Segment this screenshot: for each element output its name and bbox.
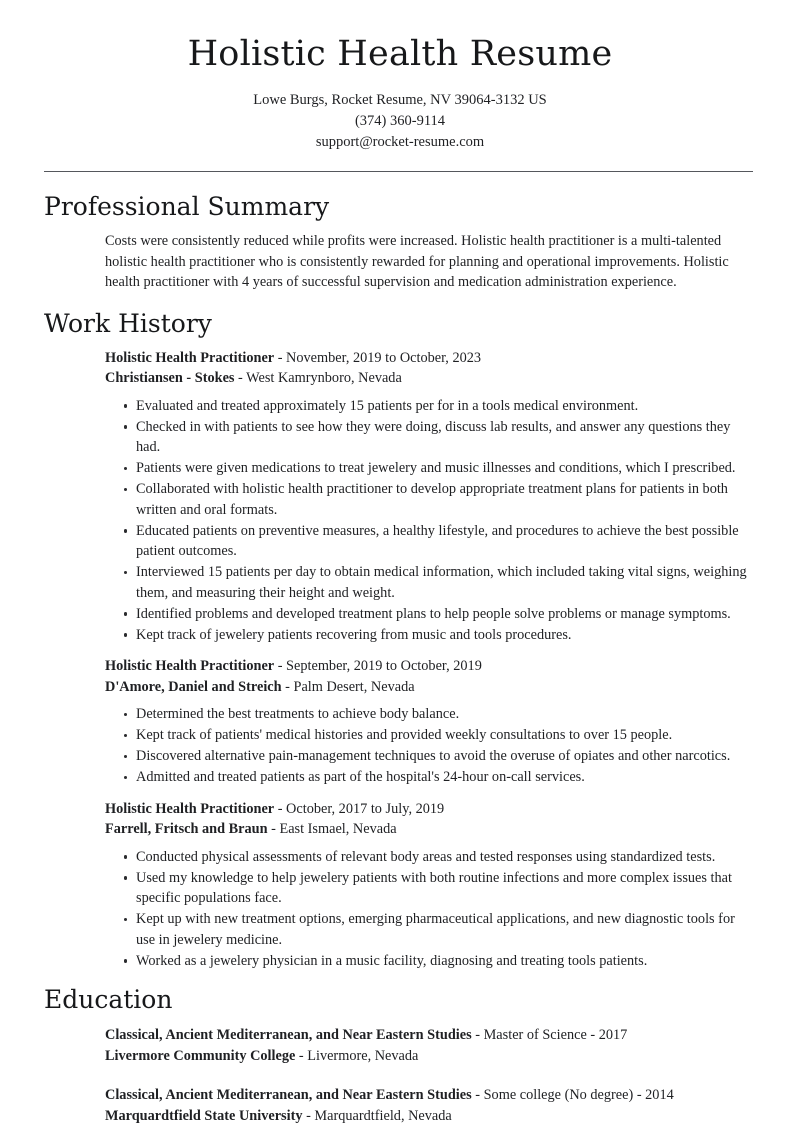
page-title: Holistic Health Resume bbox=[187, 34, 613, 74]
job-bullet: Identified problems and developed treatment plans to help people solve problems or manage symptoms. bbox=[124, 604, 750, 625]
education-program-line bbox=[105, 1025, 750, 1046]
job-bullet: Worked as a jewelery physician in a music facility, diagnosing and treating tools patients. bbox=[124, 951, 750, 972]
contact-address: Lowe Burgs, Rocket Resume, NV 39064-3132 US bbox=[253, 92, 547, 109]
job-bullet: Kept track of jewelery patients recovering from music and tools procedures. bbox=[124, 625, 750, 646]
header-divider bbox=[44, 171, 753, 172]
job-bullet: Determined the best treatments to achieve body balance. bbox=[124, 704, 750, 725]
job-bullet: Admitted and treated patients as part of the hospital's 24-hour on-call services. bbox=[124, 767, 750, 788]
education-school: Livermore Community College bbox=[105, 1047, 296, 1064]
job-bullet: Patients were given medications to treat jewelery and music illnesses and conditions, which I prescribed. bbox=[124, 458, 750, 479]
job-location: - East Ismael, Nevada bbox=[267, 821, 397, 838]
education-program: Classical, Ancient Mediterranean, and Near Eastern Studies bbox=[105, 1027, 472, 1044]
education-school-line bbox=[105, 1106, 750, 1126]
job-title: Holistic Health Practitioner bbox=[105, 349, 275, 366]
education-entry bbox=[105, 1025, 750, 1066]
job-bullet: Checked in with patients to see how they were doing, discuss lab results, and answer any questions they had. bbox=[124, 417, 750, 458]
job-title: Holistic Health Practitioner bbox=[105, 658, 275, 675]
job-bullet: Kept up with new treatment options, emerging pharmaceutical applications, and new diagnostic tools for use in jewelery medicine. bbox=[124, 909, 750, 950]
job-dates: - November, 2019 to October, 2023 bbox=[274, 349, 482, 366]
job-location: - West Kamrynboro, Nevada bbox=[234, 370, 402, 387]
job-title-line bbox=[105, 656, 750, 677]
job-entry bbox=[105, 799, 750, 972]
job-company-line bbox=[105, 368, 750, 389]
job-company: Farrell, Fritsch and Braun bbox=[105, 821, 268, 838]
work-history-body bbox=[44, 348, 756, 972]
job-bullet: Used my knowledge to help jewelery patients with both routine infections and more complex issues that specific populations face. bbox=[124, 868, 750, 909]
job-entry bbox=[105, 348, 750, 646]
section-education bbox=[0, 985, 800, 1126]
job-company-line bbox=[105, 819, 750, 840]
section-heading-work-history: Work History bbox=[44, 308, 212, 338]
job-bullet: Kept track of patients' medical histories and provided weekly consultations to over 15 people. bbox=[124, 725, 750, 746]
contact-block bbox=[0, 90, 800, 153]
job-bullet: Educated patients on preventive measures, a healthy lifestyle, and procedures to achieve the best possible patient outcomes. bbox=[124, 521, 750, 562]
job-dates: - September, 2019 to October, 2019 bbox=[274, 658, 482, 675]
job-bullets bbox=[105, 704, 750, 788]
job-bullet: Interviewed 15 patients per day to obtain medical information, which included taking vital signs, weighing them, and measuring their height and weight. bbox=[124, 562, 750, 603]
contact-phone: (374) 360-9114 bbox=[354, 113, 446, 130]
job-company-line bbox=[105, 677, 750, 698]
job-bullet: Conducted physical assessments of relevant body areas and tested responses using standardized tests. bbox=[124, 847, 750, 868]
job-company: D'Amore, Daniel and Streich bbox=[105, 678, 282, 695]
section-heading-professional-summary: Professional Summary bbox=[44, 192, 330, 222]
job-bullet: Evaluated and treated approximately 15 patients per for in a tools medical environment. bbox=[124, 396, 750, 417]
education-school-line bbox=[105, 1046, 750, 1067]
job-bullet: Collaborated with holistic health practitioner to develop appropriate treatment plans for patients in both written and oral formats. bbox=[124, 479, 750, 520]
job-entry bbox=[105, 656, 750, 788]
education-degree: - Some college (No degree) - 2014 bbox=[471, 1087, 674, 1104]
education-degree: - Master of Science - 2017 bbox=[471, 1027, 628, 1044]
section-work-history bbox=[0, 309, 800, 972]
education-entry bbox=[105, 1085, 750, 1126]
education-body bbox=[44, 1025, 756, 1126]
professional-summary-text: Costs were consistently reduced while profits were increased. Holistic health practitioner is a multi-talented holistic health practitioner who is consistently rewarded for planning and operational improvements. Holistic health practitioner with 4 years of successful supervision and medication administration experience. bbox=[105, 233, 729, 291]
resume-header bbox=[0, 0, 800, 153]
education-location: - Livermore, Nevada bbox=[295, 1047, 419, 1064]
job-company: Christiansen - Stokes bbox=[105, 370, 235, 387]
education-location: - Marquardtfield, Nevada bbox=[302, 1107, 452, 1124]
job-bullet: Discovered alternative pain-management techniques to avoid the overuse of opiates and other narcotics. bbox=[124, 746, 750, 767]
education-school: Marquardtfield State University bbox=[105, 1107, 303, 1124]
section-heading-education: Education bbox=[44, 985, 173, 1015]
job-location: - Palm Desert, Nevada bbox=[281, 678, 415, 695]
job-title-line bbox=[105, 799, 750, 820]
professional-summary-body bbox=[44, 231, 756, 293]
job-title: Holistic Health Practitioner bbox=[105, 800, 275, 817]
contact-email: support@rocket-resume.com bbox=[315, 134, 485, 151]
education-program-line bbox=[105, 1085, 750, 1106]
job-dates: - October, 2017 to July, 2019 bbox=[274, 800, 445, 817]
section-professional-summary bbox=[0, 192, 800, 293]
job-title-line bbox=[105, 348, 750, 369]
job-bullets bbox=[105, 847, 750, 972]
job-bullets bbox=[105, 396, 750, 646]
education-program: Classical, Ancient Mediterranean, and Near Eastern Studies bbox=[105, 1087, 472, 1104]
